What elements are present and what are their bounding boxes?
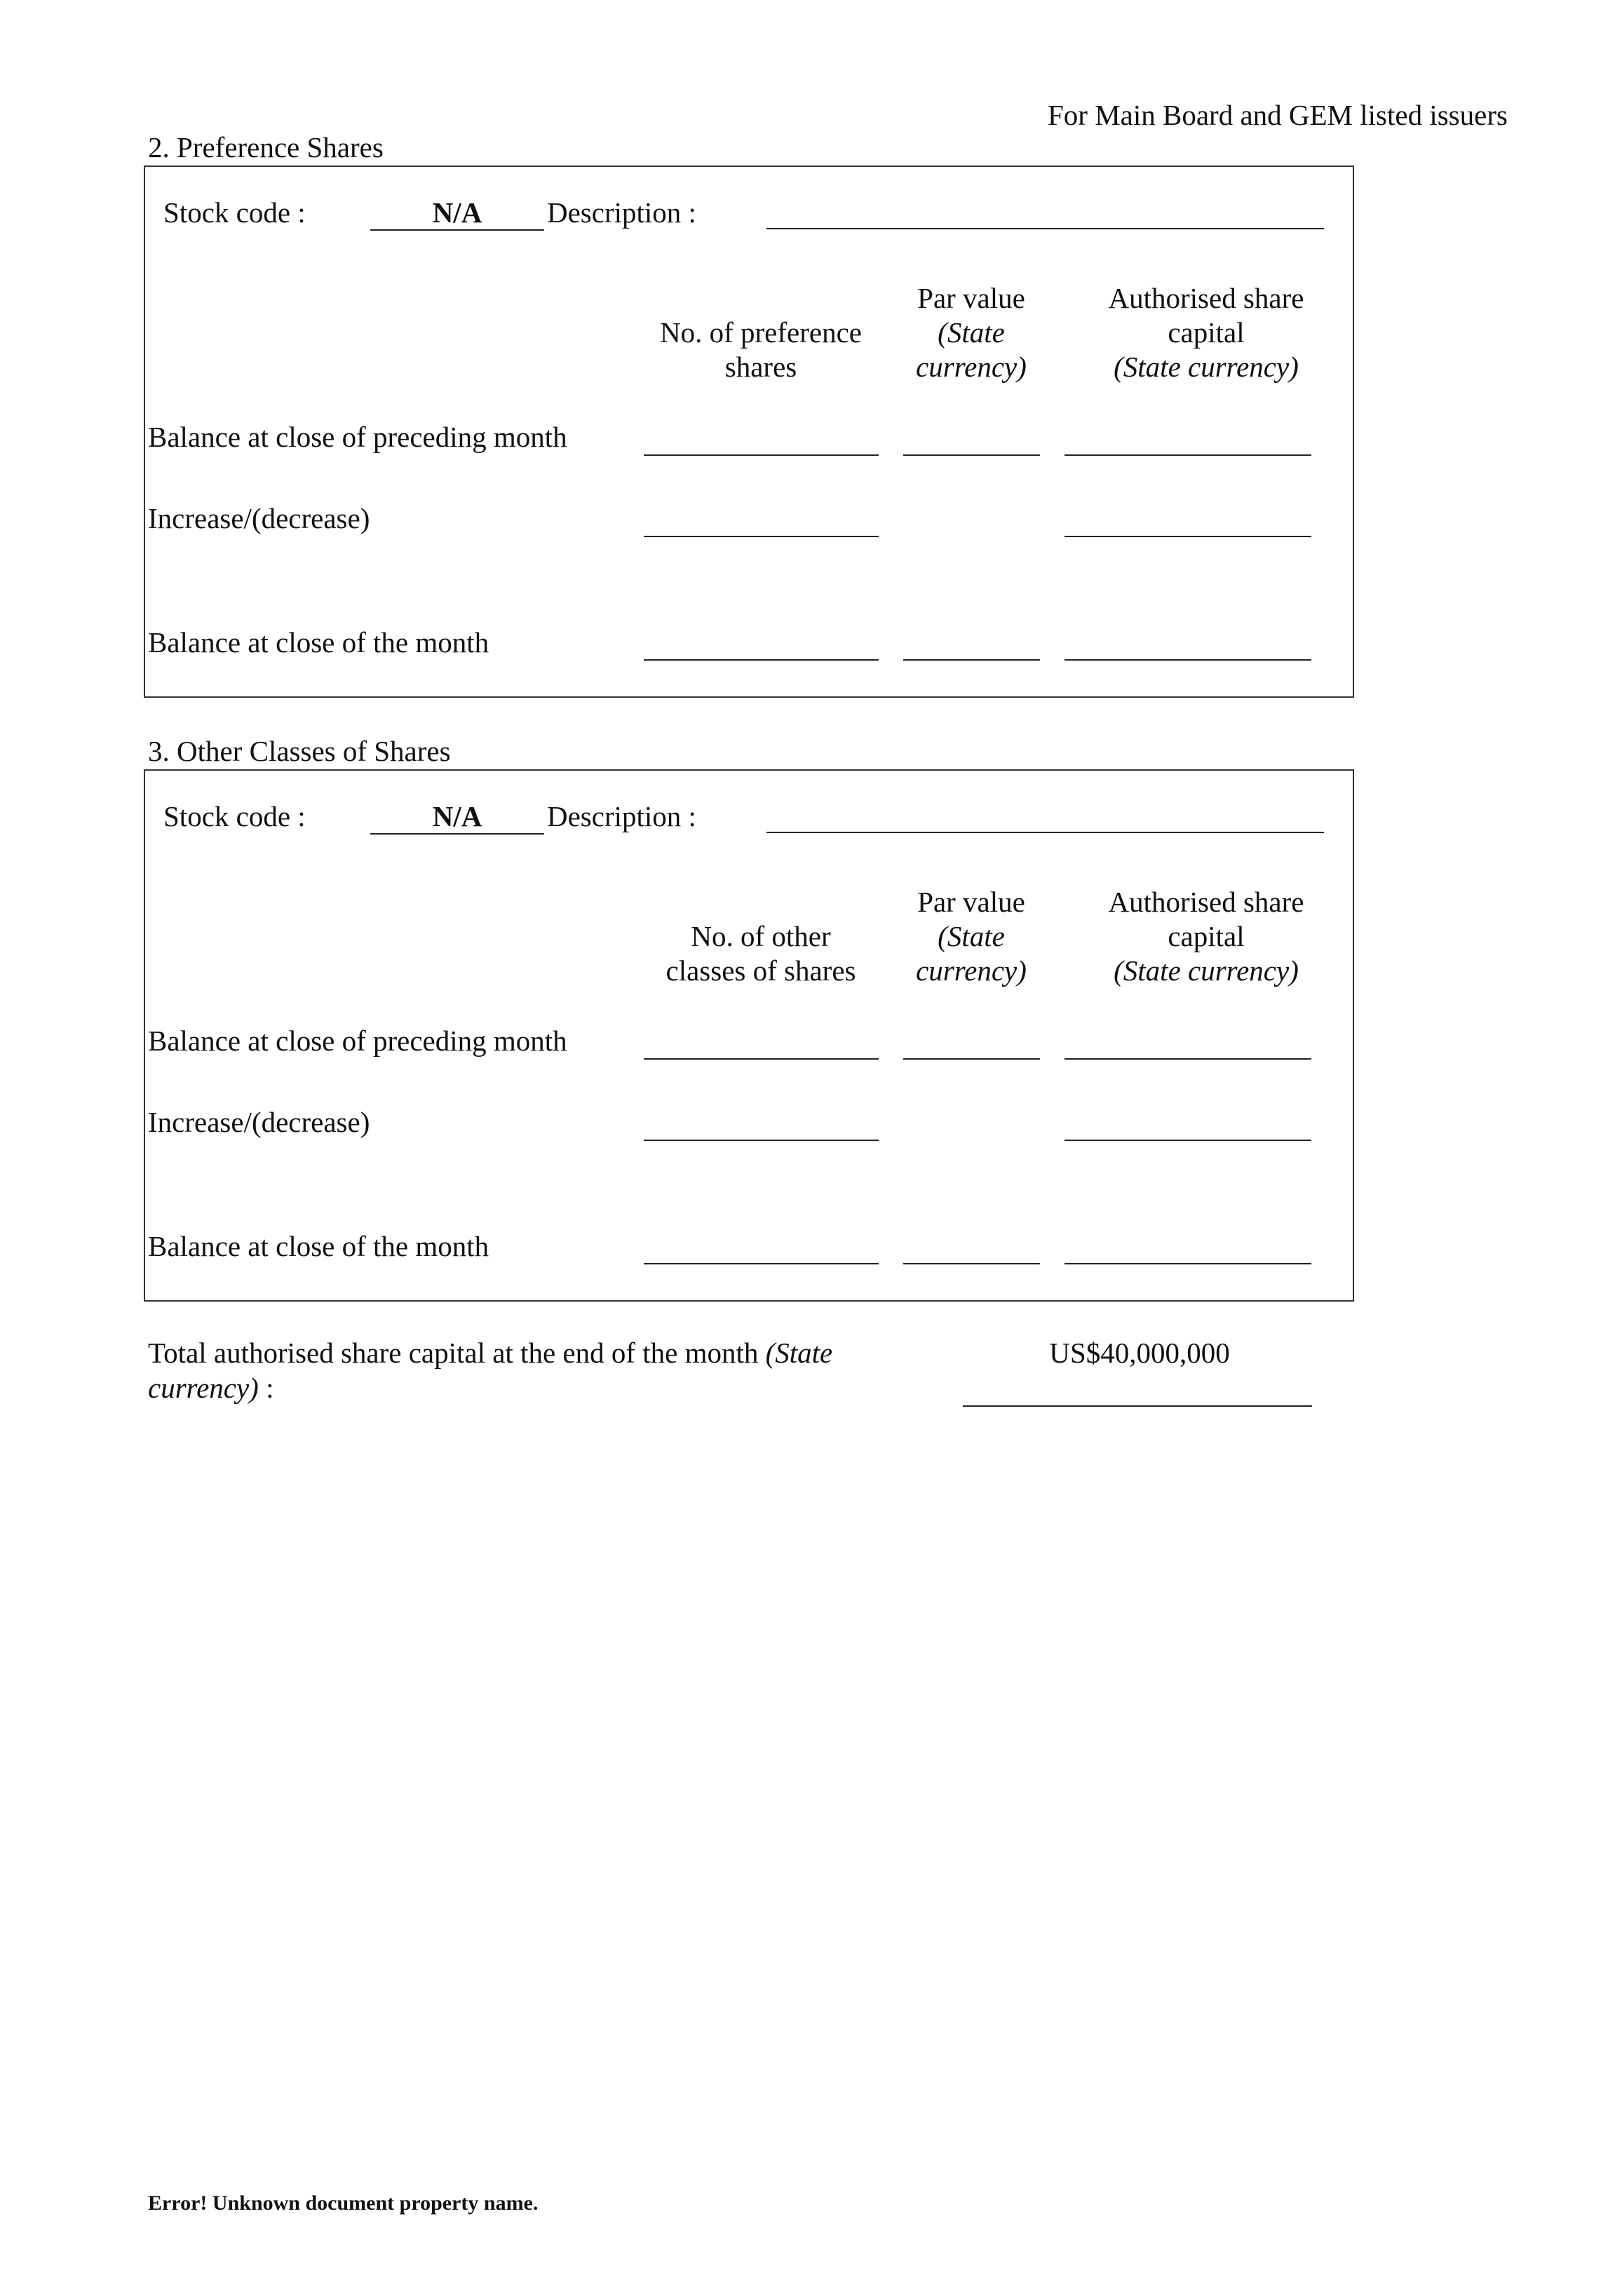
- stock-code-label: Stock code :: [163, 196, 306, 229]
- row-label-preceding-month: Balance at close of preceding month: [148, 1025, 567, 1057]
- field-par-preceding[interactable]: [903, 454, 1040, 456]
- col-header-authorised-capital: Authorised share capital (State currency): [1108, 886, 1304, 987]
- stock-code-label: Stock code :: [163, 800, 306, 832]
- description-field[interactable]: [766, 228, 1324, 229]
- footer-note: Error! Unknown document property name.: [148, 2192, 539, 2215]
- col-header-authorised-capital: Authorised share capital (State currency): [1108, 282, 1304, 383]
- field-capital-close[interactable]: [1065, 659, 1311, 661]
- row-label-increase-decrease: Increase/(decrease): [148, 502, 370, 534]
- col-header-no-of-shares: No. of other classes of shares: [665, 920, 856, 987]
- total-authorised-capital-value: US$40,000,000: [1049, 1337, 1230, 1369]
- field-capital-preceding[interactable]: [1065, 1058, 1311, 1060]
- total-label-line2: currency) :: [148, 1372, 274, 1404]
- row-label-preceding-month: Balance at close of preceding month: [148, 421, 567, 453]
- field-shares-preceding[interactable]: [644, 454, 879, 456]
- header-note: For Main Board and GEM listed issuers: [1048, 99, 1508, 131]
- field-capital-change[interactable]: [1065, 1140, 1311, 1141]
- field-capital-preceding[interactable]: [1065, 454, 1311, 456]
- field-capital-close[interactable]: [1065, 1263, 1311, 1264]
- field-par-preceding[interactable]: [903, 1058, 1040, 1060]
- col-header-par-value: Par value (State currency): [916, 886, 1027, 987]
- field-shares-change[interactable]: [644, 536, 879, 537]
- total-label-line1: Total authorised share capital at the end of the month (State: [148, 1337, 833, 1369]
- field-shares-close[interactable]: [644, 659, 879, 661]
- stock-code-value[interactable]: N/A: [370, 799, 544, 835]
- section-title-other-classes: 3. Other Classes of Shares: [148, 735, 451, 767]
- field-par-close[interactable]: [903, 659, 1040, 661]
- field-par-close[interactable]: [903, 1263, 1040, 1264]
- field-capital-change[interactable]: [1065, 536, 1311, 537]
- field-shares-change[interactable]: [644, 1140, 879, 1141]
- row-label-close-of-month: Balance at close of the month: [148, 626, 489, 659]
- stock-code-value[interactable]: N/A: [370, 196, 544, 231]
- description-label: Description :: [547, 800, 696, 832]
- field-shares-close[interactable]: [644, 1263, 879, 1264]
- total-value-underline[interactable]: [963, 1405, 1312, 1407]
- col-header-no-of-shares: No. of preference shares: [660, 316, 862, 383]
- col-header-par-value: Par value (State currency): [916, 282, 1027, 383]
- section-title-preference-shares: 2. Preference Shares: [148, 131, 384, 163]
- row-label-close-of-month: Balance at close of the month: [148, 1230, 489, 1262]
- description-label: Description :: [547, 196, 696, 229]
- field-shares-preceding[interactable]: [644, 1058, 879, 1060]
- row-label-increase-decrease: Increase/(decrease): [148, 1106, 370, 1138]
- description-field[interactable]: [766, 832, 1324, 833]
